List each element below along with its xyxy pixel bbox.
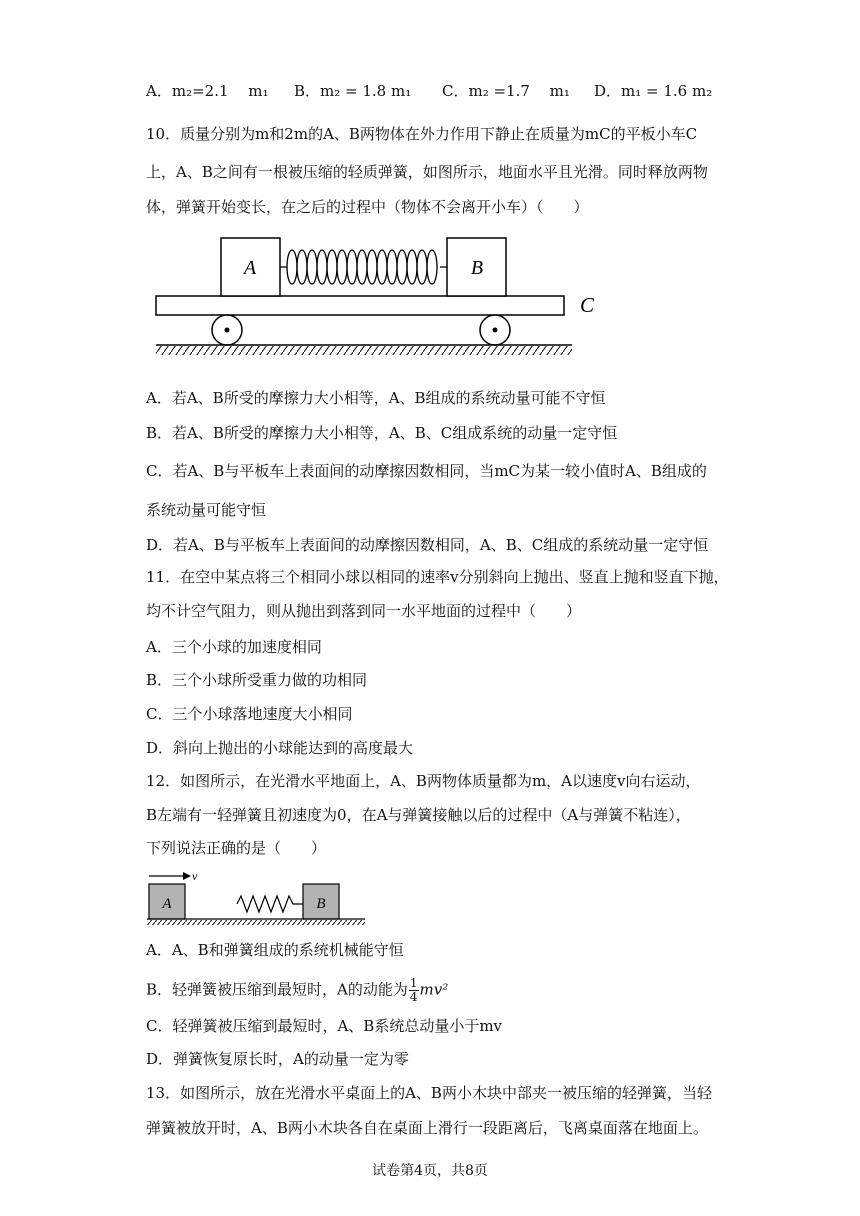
q10-option-a: A．若A、B所受的摩擦力大小相等，A、B组成的系统动量可能不守恒: [146, 389, 606, 407]
q10-option-b: B．若A、B所受的摩擦力大小相等，A、B、C组成系统的动量一定守恒: [146, 424, 618, 442]
velocity-arrow-icon: [149, 872, 191, 880]
wheel-left: [212, 315, 242, 345]
q11-option-b: B．三个小球所受重力做的功相同: [146, 671, 368, 689]
q9-option-c: C．m₂ =1.7 m₁: [442, 82, 570, 100]
velocity-label: v: [192, 869, 198, 883]
page-footer: 试卷第4页，共8页: [372, 1163, 488, 1179]
q12-option-c: C．轻弹簧被压缩到最短时，A、B系统总动量小于mv: [146, 1017, 503, 1035]
q12-line-3: 下列说法正确的是（ ）: [146, 839, 327, 857]
q12-line-1: 12．如图所示，在光滑水平地面上，A、B两物体质量都为m，A以速度v向右运动，: [146, 772, 701, 790]
ground-hatch: [147, 920, 365, 925]
q13-line-1: 13．如图所示，放在光滑水平桌面上的A、B两小木块中部夹一被压缩的轻弹簧，当轻: [146, 1084, 712, 1102]
q10-option-d: D．若A、B与平板车上表面间的动摩擦因数相同，A、B、C组成的系统动量一定守恒: [146, 536, 709, 554]
q10-option-c: C．若A、B与平板车上表面间的动摩擦因数相同，当mC为某一较小值时A、B组成的: [146, 462, 707, 480]
q9-option-b: B．m₂ = 1.8 m₁: [294, 82, 412, 100]
block-a-label: A: [243, 257, 257, 279]
q10-cart-figure: [150, 232, 610, 362]
q9-option-d: D．m₁ = 1.6 m₂: [594, 82, 713, 100]
spring: [280, 250, 447, 284]
q11-option-c: C．三个小球落地速度大小相同: [146, 705, 353, 723]
block-a-label: A: [162, 896, 172, 912]
q12-option-a: A．A、B和弹簧组成的系统机械能守恒: [146, 941, 404, 959]
cart-platform: [156, 296, 564, 315]
q12-option-b: B．轻弹簧被压缩到最短时，A的动能为 $\frac{1}{4}$ mv²: [146, 976, 449, 1004]
q12-line-2: B左端有一轻弹簧且初速度为0，在A与弹簧接触以后的过程中（A与弹簧不粘连），: [146, 806, 691, 824]
q11-line-1: 11．在空中某点将三个相同小球以相同的速率v分别斜向上抛出、竖直上抛和竖直下抛，: [146, 568, 729, 586]
wheel-right: [480, 315, 510, 345]
q10-option-c-cont: 系统动量可能守恒: [146, 501, 267, 519]
cart-label: C: [580, 293, 595, 317]
q12-collision-figure: [145, 868, 370, 928]
spring: [237, 896, 303, 912]
block-b-label: B: [470, 257, 484, 279]
q10-line-2: 上，A、B之间有一根被压缩的轻质弹簧，如图所示，地面水平且光滑。同时释放两物: [146, 163, 708, 181]
ground-hatch: [156, 346, 572, 355]
q10-line-1: 10．质量分别为m和2m的A、B两物体在外力作用下静止在质量为mC的平板小车C: [146, 125, 698, 143]
q13-line-2: 弹簧被放开时，A、B两小木块各自在桌面上滑行一段距离后，飞离桌面落在地面上。: [146, 1119, 708, 1137]
q10-line-3: 体，弹簧开始变长，在之后的过程中（物体不会离开小车）（ ）: [146, 198, 589, 216]
fraction: $\frac{1}{4}$: [409, 976, 418, 1004]
q12-option-d: D．弹簧恢复原长时，A的动量一定为零: [146, 1050, 409, 1068]
q11-option-a: A．三个小球的加速度相同: [146, 638, 322, 656]
q11-line-2: 均不计空气阻力，则从抛出到落到同一水平地面的过程中（ ）: [146, 602, 582, 620]
block-b-label: B: [316, 896, 326, 912]
q9-option-a: A．m₂=2.1 m₁: [146, 82, 269, 100]
q11-option-d: D．斜向上抛出的小球能达到的高度最大: [146, 739, 414, 757]
